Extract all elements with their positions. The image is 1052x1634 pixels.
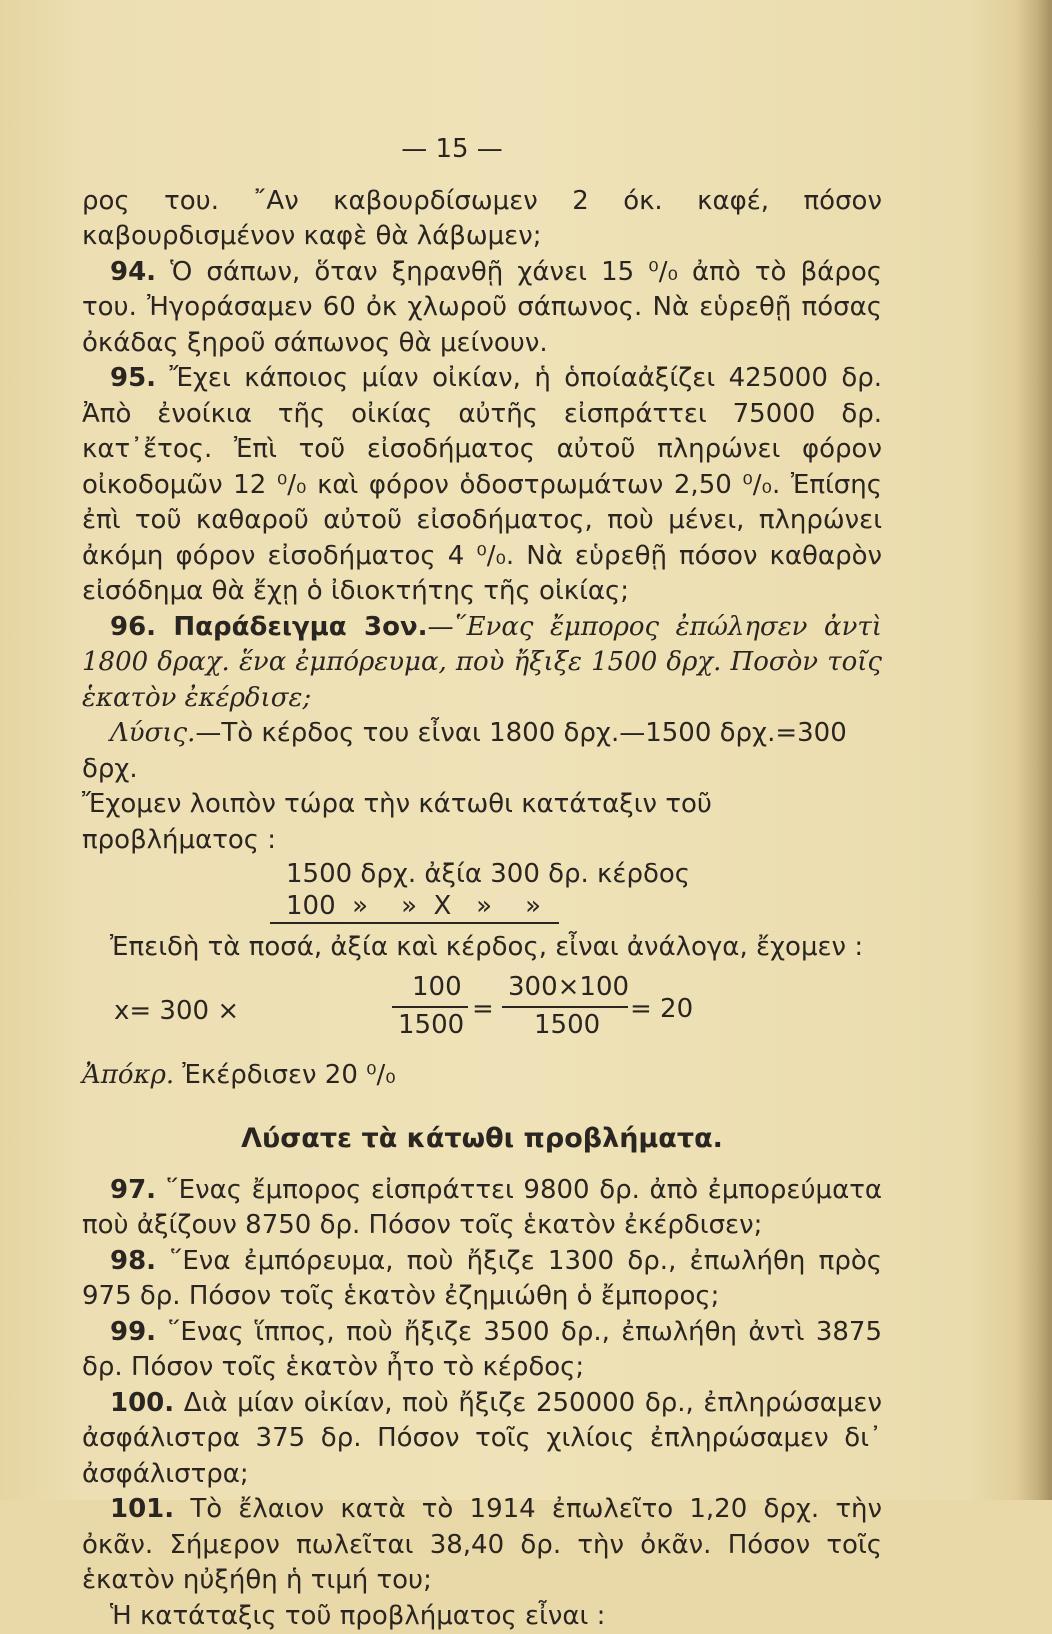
problem-text: Τὸ ἔλαιον κατὰ τὸ 1914 ἐπωλεῖτο 1,20 δρχ. τὴν ὀκᾶν. Σήμερον πωλεῖται 38,40 δρ. τὴν ὀκᾶν. Πόσον τοῖς ἑκατὸν ηὐξήθη ἡ τιμή του;: [82, 1494, 882, 1595]
problem-98: [82, 1244, 882, 1315]
formula-lhs: x= 300 ×: [114, 994, 239, 1030]
page-content: [82, 132, 882, 1634]
problem-text: ῞Ενα ἐμπόρευμα, ποὺ ἤξιζε 1300 δρ., ἐπωλήθη πρὸς 975 δρ. Πόσον τοῖς ἑκατὸν ἐζημιώθη ὁ ἔμπορος;: [82, 1246, 882, 1312]
answer-text: Ἐκέρδισεν 20 ⁰/₀: [174, 1060, 396, 1090]
fraction-1-numerator: 100: [412, 970, 462, 1006]
page-number: — 15 —: [22, 132, 882, 168]
problem-number: 101.: [110, 1494, 174, 1524]
arrangement-line: Ἡ κατάταξις τοῦ προβλήματος εἶναι :: [82, 1599, 882, 1634]
equals-sign: =: [472, 992, 494, 1028]
proportion-row-2: 100 » » X » »: [270, 890, 559, 924]
example-96: [82, 610, 882, 717]
problem-number: 95.: [110, 363, 156, 393]
fraction-2-denominator: 1500: [534, 1008, 600, 1044]
problem-number: 100.: [110, 1388, 174, 1418]
proportional-statement: Ἐπειδὴ τὰ ποσά, ἀξία καὶ κέρδος, εἶναι ἀνάλογα, ἔχομεν :: [82, 930, 882, 966]
solution-line: [82, 716, 882, 787]
problem-text: ῞Ενας ἵππος, ποὺ ἤξιζε 3500 δρ., ἐπωλήθη ἀντὶ 3875 δρ. Πόσον τοῖς ἑκατὸν ἦτο τὸ κέρδος;: [82, 1317, 882, 1383]
problem-number: 98.: [110, 1246, 156, 1276]
answer-line: [82, 1058, 882, 1094]
fraction-1-denominator: 1500: [398, 1008, 464, 1044]
problem-number: 97.: [110, 1175, 156, 1205]
problem-number: 99.: [110, 1317, 156, 1347]
proportion-table: [286, 858, 882, 924]
problem-100: [82, 1386, 882, 1493]
formula-result: = 20: [630, 992, 693, 1028]
example-heading: 96. Παράδειγμα 3ον.: [110, 612, 428, 642]
problem-number: 94.: [110, 257, 156, 287]
arrangement-intro: Ἔχομεν λοιπὸν τώρα τὴν κάτωθι κατάταξιν τοῦ προβλήματος :: [82, 787, 882, 858]
solution-text: —Τὸ κέρδος του εἶναι 1800 δρχ.—1500 δρχ.=300 δρχ.: [82, 718, 847, 784]
solution-label: Λύσις.: [110, 718, 195, 748]
problem-text: Ἔχει κάποιος μίαν οἰκίαν, ἡ ὁποίαἀξίζει 425000 δρ. Ἀπὸ ἐνοίκια τῆς οἰκίας αὐτῆς εἰσπράττει 75000 δρ. κατ᾽ἔτος. Ἐπὶ τοῦ εἰσοδήματος αὐτοῦ πληρώνει φόρον οἰκοδομῶν 12 ⁰/₀ καὶ φόρον ὁδοστρωμάτων 2,50 ⁰/₀. Ἐπίσης ἐπὶ τοῦ καθαροῦ αὐτοῦ εἰσοδήματος, ποὺ μένει, πληρώνει ἀκόμη φόρον εἰσοδήματος 4 ⁰/₀. Νὰ εὑρεθῇ πόσον καθαρὸν εἰσόδημα θὰ ἔχῃ ὁ ἰδιοκτήτης τῆς οἰκίας;: [82, 363, 882, 606]
problem-95: [82, 361, 882, 610]
problem-97: [82, 1173, 882, 1244]
book-spine-shadow: [1016, 0, 1052, 1500]
answer-label: Ἀπόκρ.: [82, 1060, 174, 1090]
problem-text: ῞Ενας ἔμπορος εἰσπράττει 9800 δρ. ἀπὸ ἐμπορεύματα ποὺ ἀξίζουν 8750 δρ. Πόσον τοῖς ἑκατὸν ἐκέρδισεν;: [82, 1175, 882, 1241]
proportion-row-1: 1500 δρχ. ἀξία 300 δρ. κέρδος: [286, 858, 882, 890]
problem-101: [82, 1492, 882, 1599]
example-text: —῞Ενας ἔμπορος ἐπώλησεν ἀντὶ 1800 δραχ. ἕνα ἐμπόρευμα, ποὺ ἤξιξε 1500 δρχ. Ποσὸν τοῖς ἑκατὸν ἐκέρδισε;: [82, 612, 882, 713]
problem-99: [82, 1315, 882, 1386]
formula: [82, 970, 882, 1056]
section-heading: Λύσατε τὰ κάτωθι προβλήματα.: [82, 1121, 882, 1157]
fraction-2-numerator: 300×100: [508, 970, 629, 1006]
problem-text: Ὁ σάπων, ὅταν ξηρανθῇ χάνει 15 ⁰/₀ ἀπὸ τὸ βάρος του. Ἠγοράσαμεν 60 ὀκ χλωροῦ σάπωνος. Νὰ εὑρεθῇ πόσας ὀκάδας ξηροῦ σάπωνος θὰ μείνουν.: [82, 257, 882, 358]
problem-text: Διὰ μίαν οἰκίαν, ποὺ ἤξιζε 250000 δρ., ἐπληρώσαμεν ἀσφάλιστρα 375 δρ. Πόσον τοῖς χιλίοις ἐπληρώσαμεν δι᾽ ἀσφάλιστρα;: [82, 1388, 882, 1489]
paragraph-continuation: ρος του. ῎Αν καβουρδίσωμεν 2 όκ. καφέ, πόσον καβουρδισμένον καφὲ θὰ λάβωμεν;: [82, 184, 882, 255]
problem-94: [82, 255, 882, 362]
